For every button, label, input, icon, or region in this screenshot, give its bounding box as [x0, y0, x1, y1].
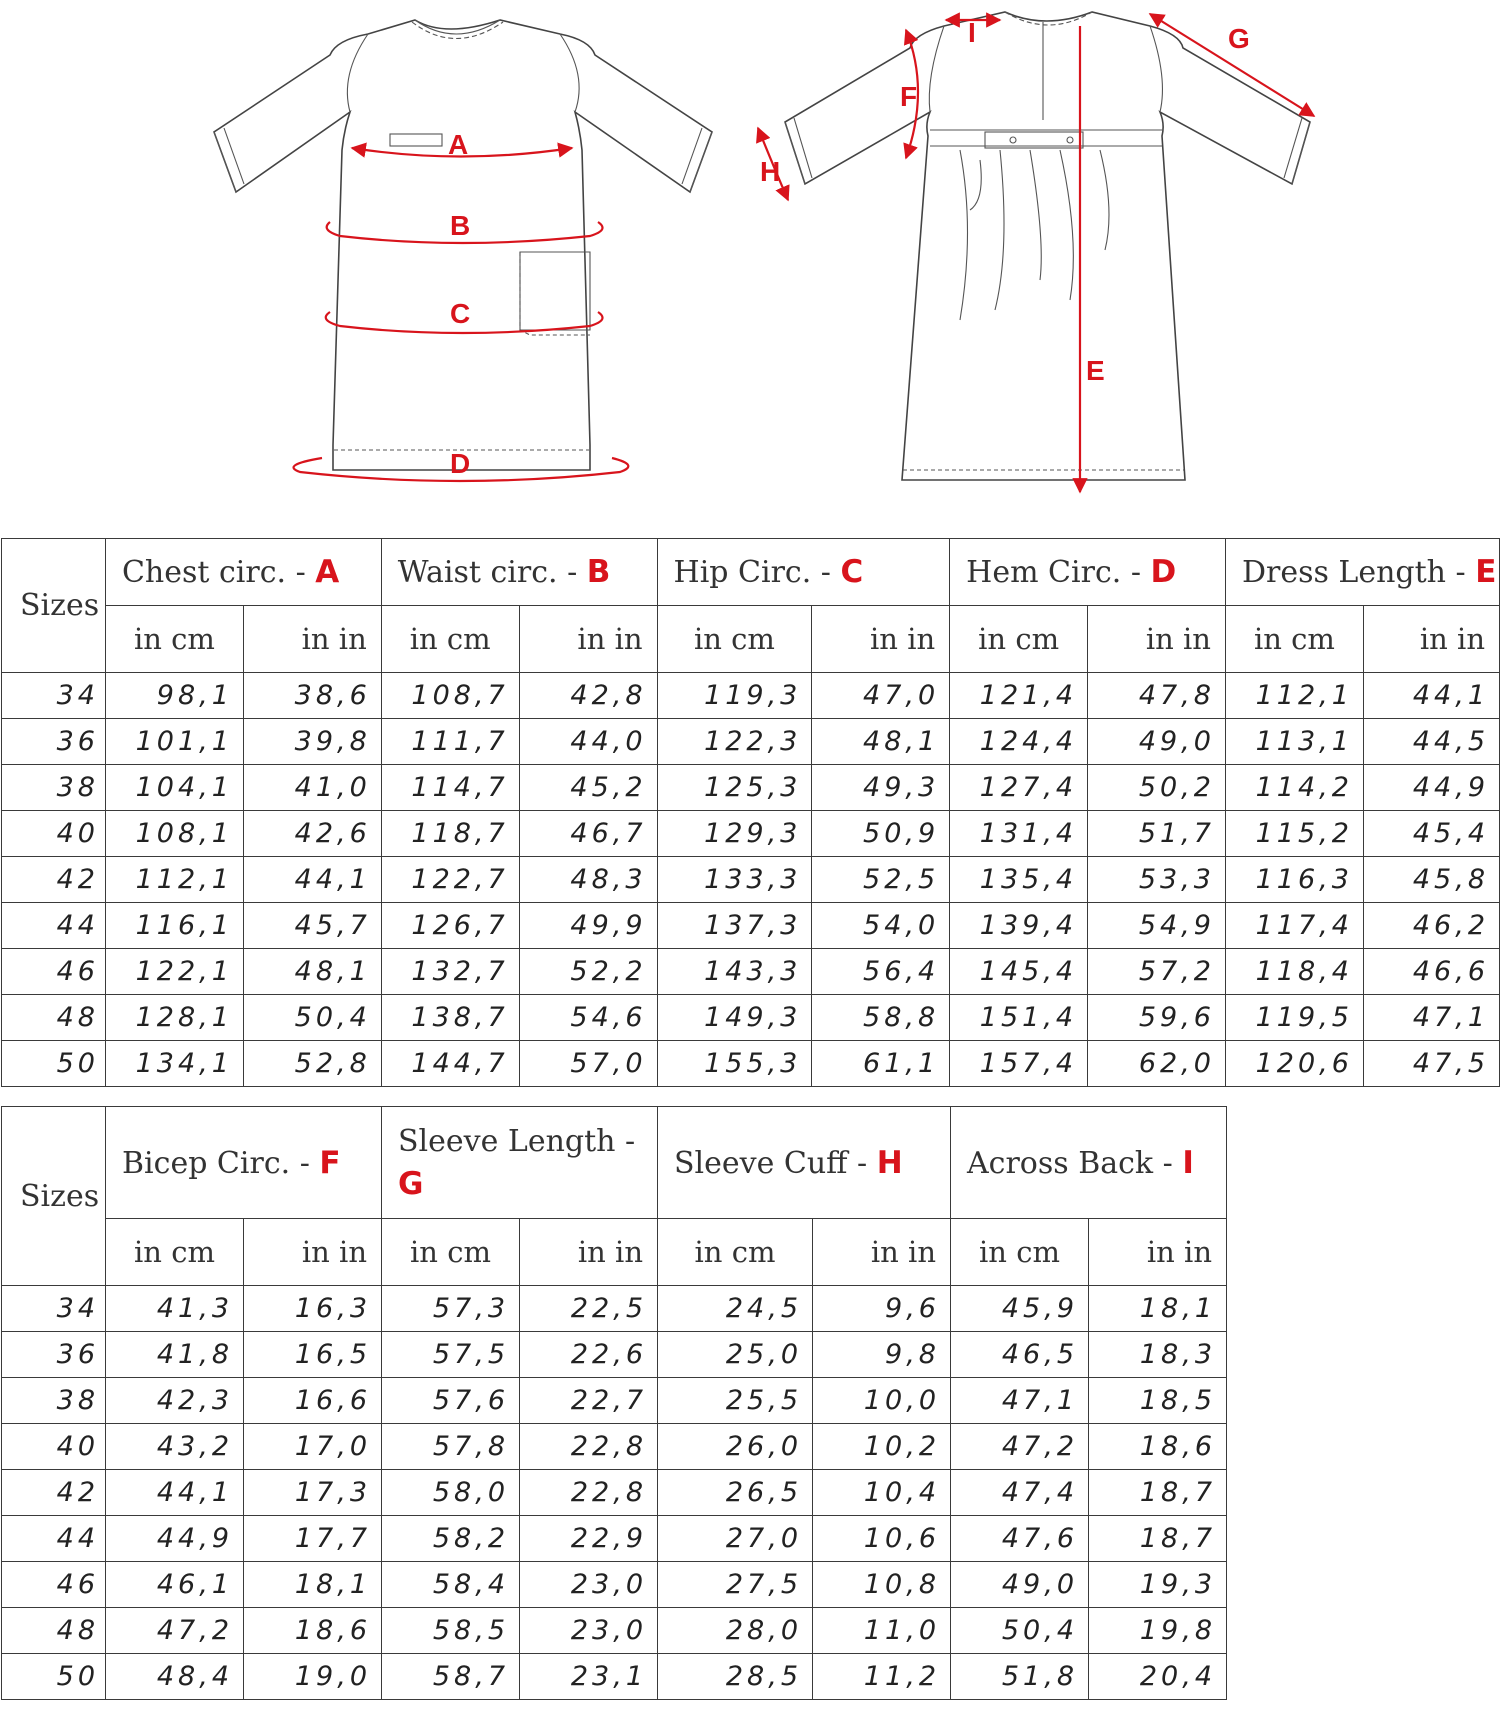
measurement-cell: 27,5	[658, 1562, 813, 1608]
table-row	[2, 949, 1500, 995]
measurement-cell: 19,8	[1089, 1608, 1227, 1654]
measurement-cell: 44,5	[1363, 719, 1499, 765]
measurement-cell: 47,8	[1088, 673, 1226, 719]
measurement-cell: 138,7	[381, 995, 519, 1041]
measurement-cell: 119,5	[1225, 995, 1363, 1041]
measurement-cell: 149,3	[657, 995, 812, 1041]
measurement-cell: 49,0	[1088, 719, 1226, 765]
size-cell: 42	[2, 857, 106, 903]
size-cell: 38	[2, 1378, 106, 1424]
measurement-cell: 120,6	[1225, 1041, 1363, 1087]
measurement-cell: 22,8	[520, 1470, 658, 1516]
measurement-cell: 114,2	[1225, 765, 1363, 811]
unit-cm: in cm	[106, 1219, 244, 1286]
label-f: F	[900, 81, 918, 112]
measurement-cell: 16,3	[244, 1286, 382, 1332]
measurement-cell: 49,3	[812, 765, 950, 811]
measurement-cell: 46,1	[106, 1562, 244, 1608]
measurement-cell: 135,4	[950, 857, 1088, 903]
unit-in: in in	[1088, 606, 1226, 673]
measurement-cell: 133,3	[657, 857, 812, 903]
measurement-cell: 45,4	[1363, 811, 1499, 857]
measurement-cell: 18,6	[1089, 1424, 1227, 1470]
measurement-cell: 22,7	[520, 1378, 658, 1424]
measurement-cell: 11,0	[813, 1608, 951, 1654]
size-cell: 46	[2, 1562, 106, 1608]
size-cell: 38	[2, 765, 106, 811]
measurement-cell: 50,4	[951, 1608, 1089, 1654]
measurement-cell: 42,8	[519, 673, 657, 719]
measurement-cell: 41,8	[106, 1332, 244, 1378]
unit-in: in in	[520, 1219, 658, 1286]
measurement-cell: 119,3	[657, 673, 812, 719]
measurement-cell: 18,6	[244, 1608, 382, 1654]
measurement-cell: 112,1	[105, 857, 243, 903]
measurement-cell: 45,7	[243, 903, 381, 949]
size-cell: 48	[2, 1608, 106, 1654]
measurement-cell: 47,4	[951, 1470, 1089, 1516]
table-row	[2, 1332, 1227, 1378]
measurement-cell: 116,3	[1225, 857, 1363, 903]
measurement-cell: 58,4	[382, 1562, 520, 1608]
table-row	[2, 673, 1500, 719]
size-cell: 44	[2, 903, 106, 949]
measurement-cell: 58,8	[812, 995, 950, 1041]
measurement-cell: 19,3	[1089, 1562, 1227, 1608]
measurement-cell: 127,4	[950, 765, 1088, 811]
measurement-cell: 46,2	[1363, 903, 1499, 949]
measurement-cell: 22,8	[520, 1424, 658, 1470]
size-cell: 36	[2, 1332, 106, 1378]
measurement-cell: 11,2	[813, 1654, 951, 1700]
measurement-cell: 10,4	[813, 1470, 951, 1516]
measurement-cell: 50,4	[243, 995, 381, 1041]
measurement-cell: 28,5	[658, 1654, 813, 1700]
measurement-cell: 122,3	[657, 719, 812, 765]
measurement-cell: 47,2	[106, 1608, 244, 1654]
measurement-cell: 125,3	[657, 765, 812, 811]
size-cell: 34	[2, 673, 106, 719]
units-row	[2, 606, 1500, 673]
measurement-cell: 57,2	[1088, 949, 1226, 995]
dress-measurement-diagram	[0, 0, 1500, 520]
label-c: C	[450, 298, 471, 329]
measurement-cell: 17,0	[244, 1424, 382, 1470]
label-h: H	[760, 156, 781, 187]
measurement-cell: 44,1	[1363, 673, 1499, 719]
table-row	[2, 1041, 1500, 1087]
table-row	[2, 1562, 1227, 1608]
measurement-cell: 25,5	[658, 1378, 813, 1424]
measurement-cell: 155,3	[657, 1041, 812, 1087]
measurement-cell: 47,0	[812, 673, 950, 719]
measurement-cell: 58,0	[382, 1470, 520, 1516]
table-row	[2, 719, 1500, 765]
label-g: G	[1228, 23, 1250, 54]
measurement-cell: 57,5	[382, 1332, 520, 1378]
measurement-cell: 42,3	[106, 1378, 244, 1424]
measurement-cell: 48,4	[106, 1654, 244, 1700]
measurement-cell: 108,7	[381, 673, 519, 719]
size-table-body-measurements	[1, 538, 1500, 1087]
size-cell: 48	[2, 995, 106, 1041]
measurement-cell: 117,4	[1225, 903, 1363, 949]
measurement-cell: 44,9	[1363, 765, 1499, 811]
measurement-cell: 17,7	[244, 1516, 382, 1562]
measurement-cell: 50,9	[812, 811, 950, 857]
waist-circ-header: Waist circ. - B	[381, 539, 657, 606]
label-i: I	[968, 17, 976, 48]
sleeve-cuff-header: Sleeve Cuff - H	[658, 1107, 951, 1219]
size-cell: 40	[2, 811, 106, 857]
measurement-cell: 19,0	[244, 1654, 382, 1700]
size-cell: 34	[2, 1286, 106, 1332]
measurement-cell: 157,4	[950, 1041, 1088, 1087]
measurement-cell: 18,3	[1089, 1332, 1227, 1378]
measurement-cell: 42,6	[243, 811, 381, 857]
measurement-cell: 121,4	[950, 673, 1088, 719]
measurement-cell: 43,2	[106, 1424, 244, 1470]
measurement-cell: 111,7	[381, 719, 519, 765]
measurement-cell: 98,1	[105, 673, 243, 719]
measurement-cell: 112,1	[1225, 673, 1363, 719]
measurement-cell: 51,8	[951, 1654, 1089, 1700]
measurement-cell: 124,4	[950, 719, 1088, 765]
measurement-cell: 58,5	[382, 1608, 520, 1654]
measurement-cell: 54,6	[519, 995, 657, 1041]
size-cell: 50	[2, 1654, 106, 1700]
measurement-cell: 45,2	[519, 765, 657, 811]
measurement-cell: 26,0	[658, 1424, 813, 1470]
measurement-cell: 145,4	[950, 949, 1088, 995]
table-row	[2, 1654, 1227, 1700]
sizes-header: Sizes	[2, 1107, 106, 1286]
measurement-cell: 10,6	[813, 1516, 951, 1562]
measurement-cell: 47,1	[951, 1378, 1089, 1424]
measurement-cell: 59,6	[1088, 995, 1226, 1041]
size-cell: 40	[2, 1424, 106, 1470]
measurement-cell: 104,1	[105, 765, 243, 811]
measurement-cell: 23,0	[520, 1608, 658, 1654]
measurement-cell: 57,0	[519, 1041, 657, 1087]
back-dress-sketch	[785, 12, 1310, 480]
table-row	[2, 811, 1500, 857]
measurement-cell: 22,9	[520, 1516, 658, 1562]
measurement-cell: 53,3	[1088, 857, 1226, 903]
measurement-cell: 18,7	[1089, 1470, 1227, 1516]
measurement-cell: 18,7	[1089, 1516, 1227, 1562]
measurement-cell: 131,4	[950, 811, 1088, 857]
measurement-cell: 45,8	[1363, 857, 1499, 903]
table-row	[2, 1424, 1227, 1470]
hem-circ-header: Hem Circ. - D	[950, 539, 1226, 606]
table-row	[2, 765, 1500, 811]
measurement-cell: 27,0	[658, 1516, 813, 1562]
units-row	[2, 1219, 1227, 1286]
measurement-cell: 18,1	[244, 1562, 382, 1608]
measurement-cell: 52,5	[812, 857, 950, 903]
size-table-sleeve-measurements	[1, 1106, 1227, 1700]
table-row	[2, 1470, 1227, 1516]
measurement-cell: 52,2	[519, 949, 657, 995]
unit-in: in in	[244, 1219, 382, 1286]
front-measurement-marks	[294, 129, 629, 481]
measurement-cell: 45,9	[951, 1286, 1089, 1332]
measurement-cell: 38,6	[243, 673, 381, 719]
measurement-cell: 113,1	[1225, 719, 1363, 765]
measurement-cell: 58,7	[382, 1654, 520, 1700]
measurement-cell: 139,4	[950, 903, 1088, 949]
measurement-cell: 61,1	[812, 1041, 950, 1087]
unit-cm: in cm	[657, 606, 812, 673]
measurement-cell: 22,5	[520, 1286, 658, 1332]
label-e: E	[1086, 355, 1105, 386]
measurement-cell: 134,1	[105, 1041, 243, 1087]
back-measurement-marks	[758, 14, 1314, 492]
unit-in: in in	[813, 1219, 951, 1286]
measurement-cell: 28,0	[658, 1608, 813, 1654]
measurement-cell: 116,1	[105, 903, 243, 949]
measurement-cell: 54,0	[812, 903, 950, 949]
unit-in: in in	[812, 606, 950, 673]
measurement-cell: 114,7	[381, 765, 519, 811]
table-row	[2, 1378, 1227, 1424]
measurement-cell: 18,1	[1089, 1286, 1227, 1332]
measurement-cell: 62,0	[1088, 1041, 1226, 1087]
measurement-cell: 48,1	[243, 949, 381, 995]
measurement-cell: 122,7	[381, 857, 519, 903]
measurement-cell: 137,3	[657, 903, 812, 949]
table-row	[2, 1608, 1227, 1654]
measurement-cell: 52,8	[243, 1041, 381, 1087]
label-a: A	[448, 129, 469, 160]
chest-circ-header: Chest circ. - A	[105, 539, 381, 606]
measurement-cell: 126,7	[381, 903, 519, 949]
size-cell: 44	[2, 1516, 106, 1562]
measurement-cell: 23,0	[520, 1562, 658, 1608]
table-row	[2, 995, 1500, 1041]
measurement-cell: 47,5	[1363, 1041, 1499, 1087]
table-row	[2, 1516, 1227, 1562]
measurement-cell: 122,1	[105, 949, 243, 995]
measurement-cell: 48,3	[519, 857, 657, 903]
measurement-cell: 49,9	[519, 903, 657, 949]
measurement-cell: 50,2	[1088, 765, 1226, 811]
measurement-cell: 23,1	[520, 1654, 658, 1700]
size-cell: 46	[2, 949, 106, 995]
measurement-cell: 10,2	[813, 1424, 951, 1470]
measurement-cell: 51,7	[1088, 811, 1226, 857]
unit-cm: in cm	[105, 606, 243, 673]
hip-circ-header: Hip Circ. - C	[657, 539, 950, 606]
unit-cm: in cm	[381, 606, 519, 673]
measurement-cell: 44,1	[106, 1470, 244, 1516]
unit-cm: in cm	[382, 1219, 520, 1286]
measurement-cell: 118,4	[1225, 949, 1363, 995]
table-row	[2, 857, 1500, 903]
measurement-cell: 118,7	[381, 811, 519, 857]
measurement-cell: 46,6	[1363, 949, 1499, 995]
measurement-cell: 16,6	[244, 1378, 382, 1424]
measurement-cell: 41,0	[243, 765, 381, 811]
measurement-cell: 9,6	[813, 1286, 951, 1332]
measurement-cell: 18,5	[1089, 1378, 1227, 1424]
measurement-cell: 10,8	[813, 1562, 951, 1608]
measurement-cell: 48,1	[812, 719, 950, 765]
measurement-cell: 9,8	[813, 1332, 951, 1378]
table-row	[2, 903, 1500, 949]
measurement-cell: 26,5	[658, 1470, 813, 1516]
measurement-cell: 108,1	[105, 811, 243, 857]
unit-cm: in cm	[658, 1219, 813, 1286]
measurement-cell: 49,0	[951, 1562, 1089, 1608]
measurement-cell: 57,8	[382, 1424, 520, 1470]
measurement-cell: 54,9	[1088, 903, 1226, 949]
measurement-cell: 47,6	[951, 1516, 1089, 1562]
measurement-cell: 101,1	[105, 719, 243, 765]
unit-cm: in cm	[1225, 606, 1363, 673]
measurement-cell: 41,3	[106, 1286, 244, 1332]
measurement-cell: 115,2	[1225, 811, 1363, 857]
unit-in: in in	[1089, 1219, 1227, 1286]
table-row	[2, 1286, 1227, 1332]
sleeve-length-header: Sleeve Length - G	[382, 1107, 658, 1219]
measurement-cell: 22,6	[520, 1332, 658, 1378]
size-cell: 50	[2, 1041, 106, 1087]
label-b: B	[450, 210, 471, 241]
measurement-cell: 17,3	[244, 1470, 382, 1516]
measurement-cell: 144,7	[381, 1041, 519, 1087]
size-cell: 42	[2, 1470, 106, 1516]
across-back-header: Across Back - I	[951, 1107, 1227, 1219]
measurement-cell: 47,2	[951, 1424, 1089, 1470]
measurement-cell: 10,0	[813, 1378, 951, 1424]
measurement-cell: 57,6	[382, 1378, 520, 1424]
measurement-cell: 44,9	[106, 1516, 244, 1562]
unit-cm: in cm	[951, 1219, 1089, 1286]
measurement-cell: 16,5	[244, 1332, 382, 1378]
measurement-cell: 128,1	[105, 995, 243, 1041]
measurement-cell: 151,4	[950, 995, 1088, 1041]
label-d: D	[450, 448, 471, 479]
measurement-cell: 143,3	[657, 949, 812, 995]
measurement-cell: 56,4	[812, 949, 950, 995]
unit-cm: in cm	[950, 606, 1088, 673]
measurement-cell: 132,7	[381, 949, 519, 995]
unit-in: in in	[243, 606, 381, 673]
unit-in: in in	[519, 606, 657, 673]
measurement-cell: 57,3	[382, 1286, 520, 1332]
measurement-cell: 44,0	[519, 719, 657, 765]
measurement-cell: 39,8	[243, 719, 381, 765]
measurement-cell: 58,2	[382, 1516, 520, 1562]
measurement-cell: 20,4	[1089, 1654, 1227, 1700]
measurement-cell: 46,7	[519, 811, 657, 857]
measurement-cell: 44,1	[243, 857, 381, 903]
sizes-header: Sizes	[2, 539, 106, 673]
measurement-cell: 129,3	[657, 811, 812, 857]
size-cell: 36	[2, 719, 106, 765]
measurement-cell: 24,5	[658, 1286, 813, 1332]
unit-in: in in	[1363, 606, 1499, 673]
dress-length-header: Dress Length - E	[1225, 539, 1499, 606]
bicep-circ-header: Bicep Circ. - F	[106, 1107, 382, 1219]
front-dress-sketch	[214, 20, 712, 470]
measurement-cell: 47,1	[1363, 995, 1499, 1041]
measurement-cell: 25,0	[658, 1332, 813, 1378]
measurement-cell: 46,5	[951, 1332, 1089, 1378]
